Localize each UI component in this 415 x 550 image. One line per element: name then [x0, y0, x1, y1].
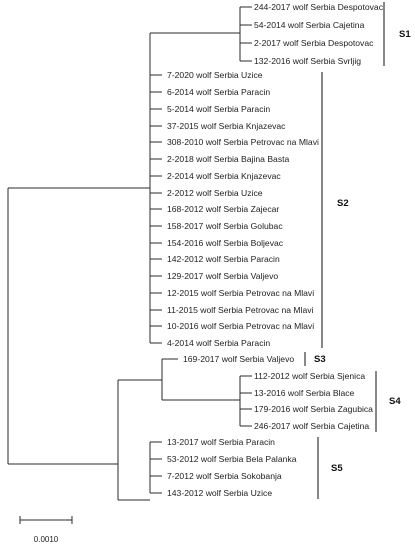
leaf-label: 13-2016 wolf Serbia Blace: [254, 388, 355, 398]
leaf-label: 4-2014 wolf Serbia Paracin: [167, 338, 271, 348]
leaf-label: 7-2012 wolf Serbia Sokobanja: [167, 471, 282, 481]
leaf-labels: [167, 2, 384, 498]
leaf-label: 308-2010 wolf Serbia Petrovac na Mlavi: [167, 137, 319, 147]
leaf-label: 2-2014 wolf Serbia Knjazevac: [167, 171, 281, 181]
cluster-label-s1: S1: [399, 29, 411, 40]
leaf-label: 2-2012 wolf Serbia Uzice: [167, 188, 263, 198]
leaf-label: 142-2012 wolf Serbia Paracin: [167, 254, 280, 264]
leaf-label: 5-2014 wolf Serbia Paracin: [167, 104, 271, 114]
leaf-label: 244-2017 wolf Serbia Despotovac: [254, 2, 383, 12]
leaf-label: 112-2012 wolf Serbia Sjenica: [254, 371, 366, 381]
leaf-label: 37-2015 wolf Serbia Knjazevac: [167, 121, 286, 131]
leaf-label: 54-2014 wolf Serbia Cajetina: [254, 20, 365, 30]
leaf-label: 6-2014 wolf Serbia Paracin: [167, 87, 271, 97]
leaf-label: 169-2017 wolf Serbia Valjevo: [183, 354, 295, 364]
leaf-label: 132-2016 wolf Serbia Svrljig: [254, 56, 362, 66]
cluster-label-s3: S3: [314, 354, 326, 365]
leaf-label: 2-2017 wolf Serbia Despotovac: [254, 38, 374, 48]
leaf-label: 158-2017 wolf Serbia Golubac: [167, 221, 283, 231]
leaf-label: 53-2012 wolf Serbia Bela Palanka: [167, 454, 297, 464]
cluster-label-s4: S4: [389, 396, 401, 407]
leaf-label: 12-2015 wolf Serbia Petrovac na Mlavi: [167, 288, 315, 298]
leaf-label: 168-2012 wolf Serbia Zajecar: [167, 204, 280, 214]
leaf-label: 129-2017 wolf Serbia Valjevo: [167, 271, 279, 281]
leaf-label: 246-2017 wolf Serbia Cajetina: [254, 421, 370, 431]
leaf-label: 179-2016 wolf Serbia Zagubica: [254, 404, 373, 414]
leaf-label: 2-2018 wolf Serbia Bajina Basta: [167, 154, 290, 164]
leaf-label: 11-2015 wolf Serbia Petrovac na Mlavi: [167, 305, 314, 315]
leaf-label: 10-2016 wolf Serbia Petrovac na Mlavi: [167, 321, 315, 331]
scale-bar: [20, 516, 72, 544]
cluster-label-s2: S2: [337, 198, 349, 209]
leaf-label: 143-2012 wolf Serbia Uzice: [167, 488, 273, 498]
cluster-label-s5: S5: [331, 463, 343, 474]
scale-bar-label: 0.0010: [33, 535, 59, 544]
leaf-label: 7-2020 wolf Serbia Uzice: [167, 70, 263, 80]
leaf-label: 154-2016 wolf Serbia Boljevac: [167, 238, 284, 248]
leaf-label: 13-2017 wolf Serbia Paracin: [167, 437, 275, 447]
